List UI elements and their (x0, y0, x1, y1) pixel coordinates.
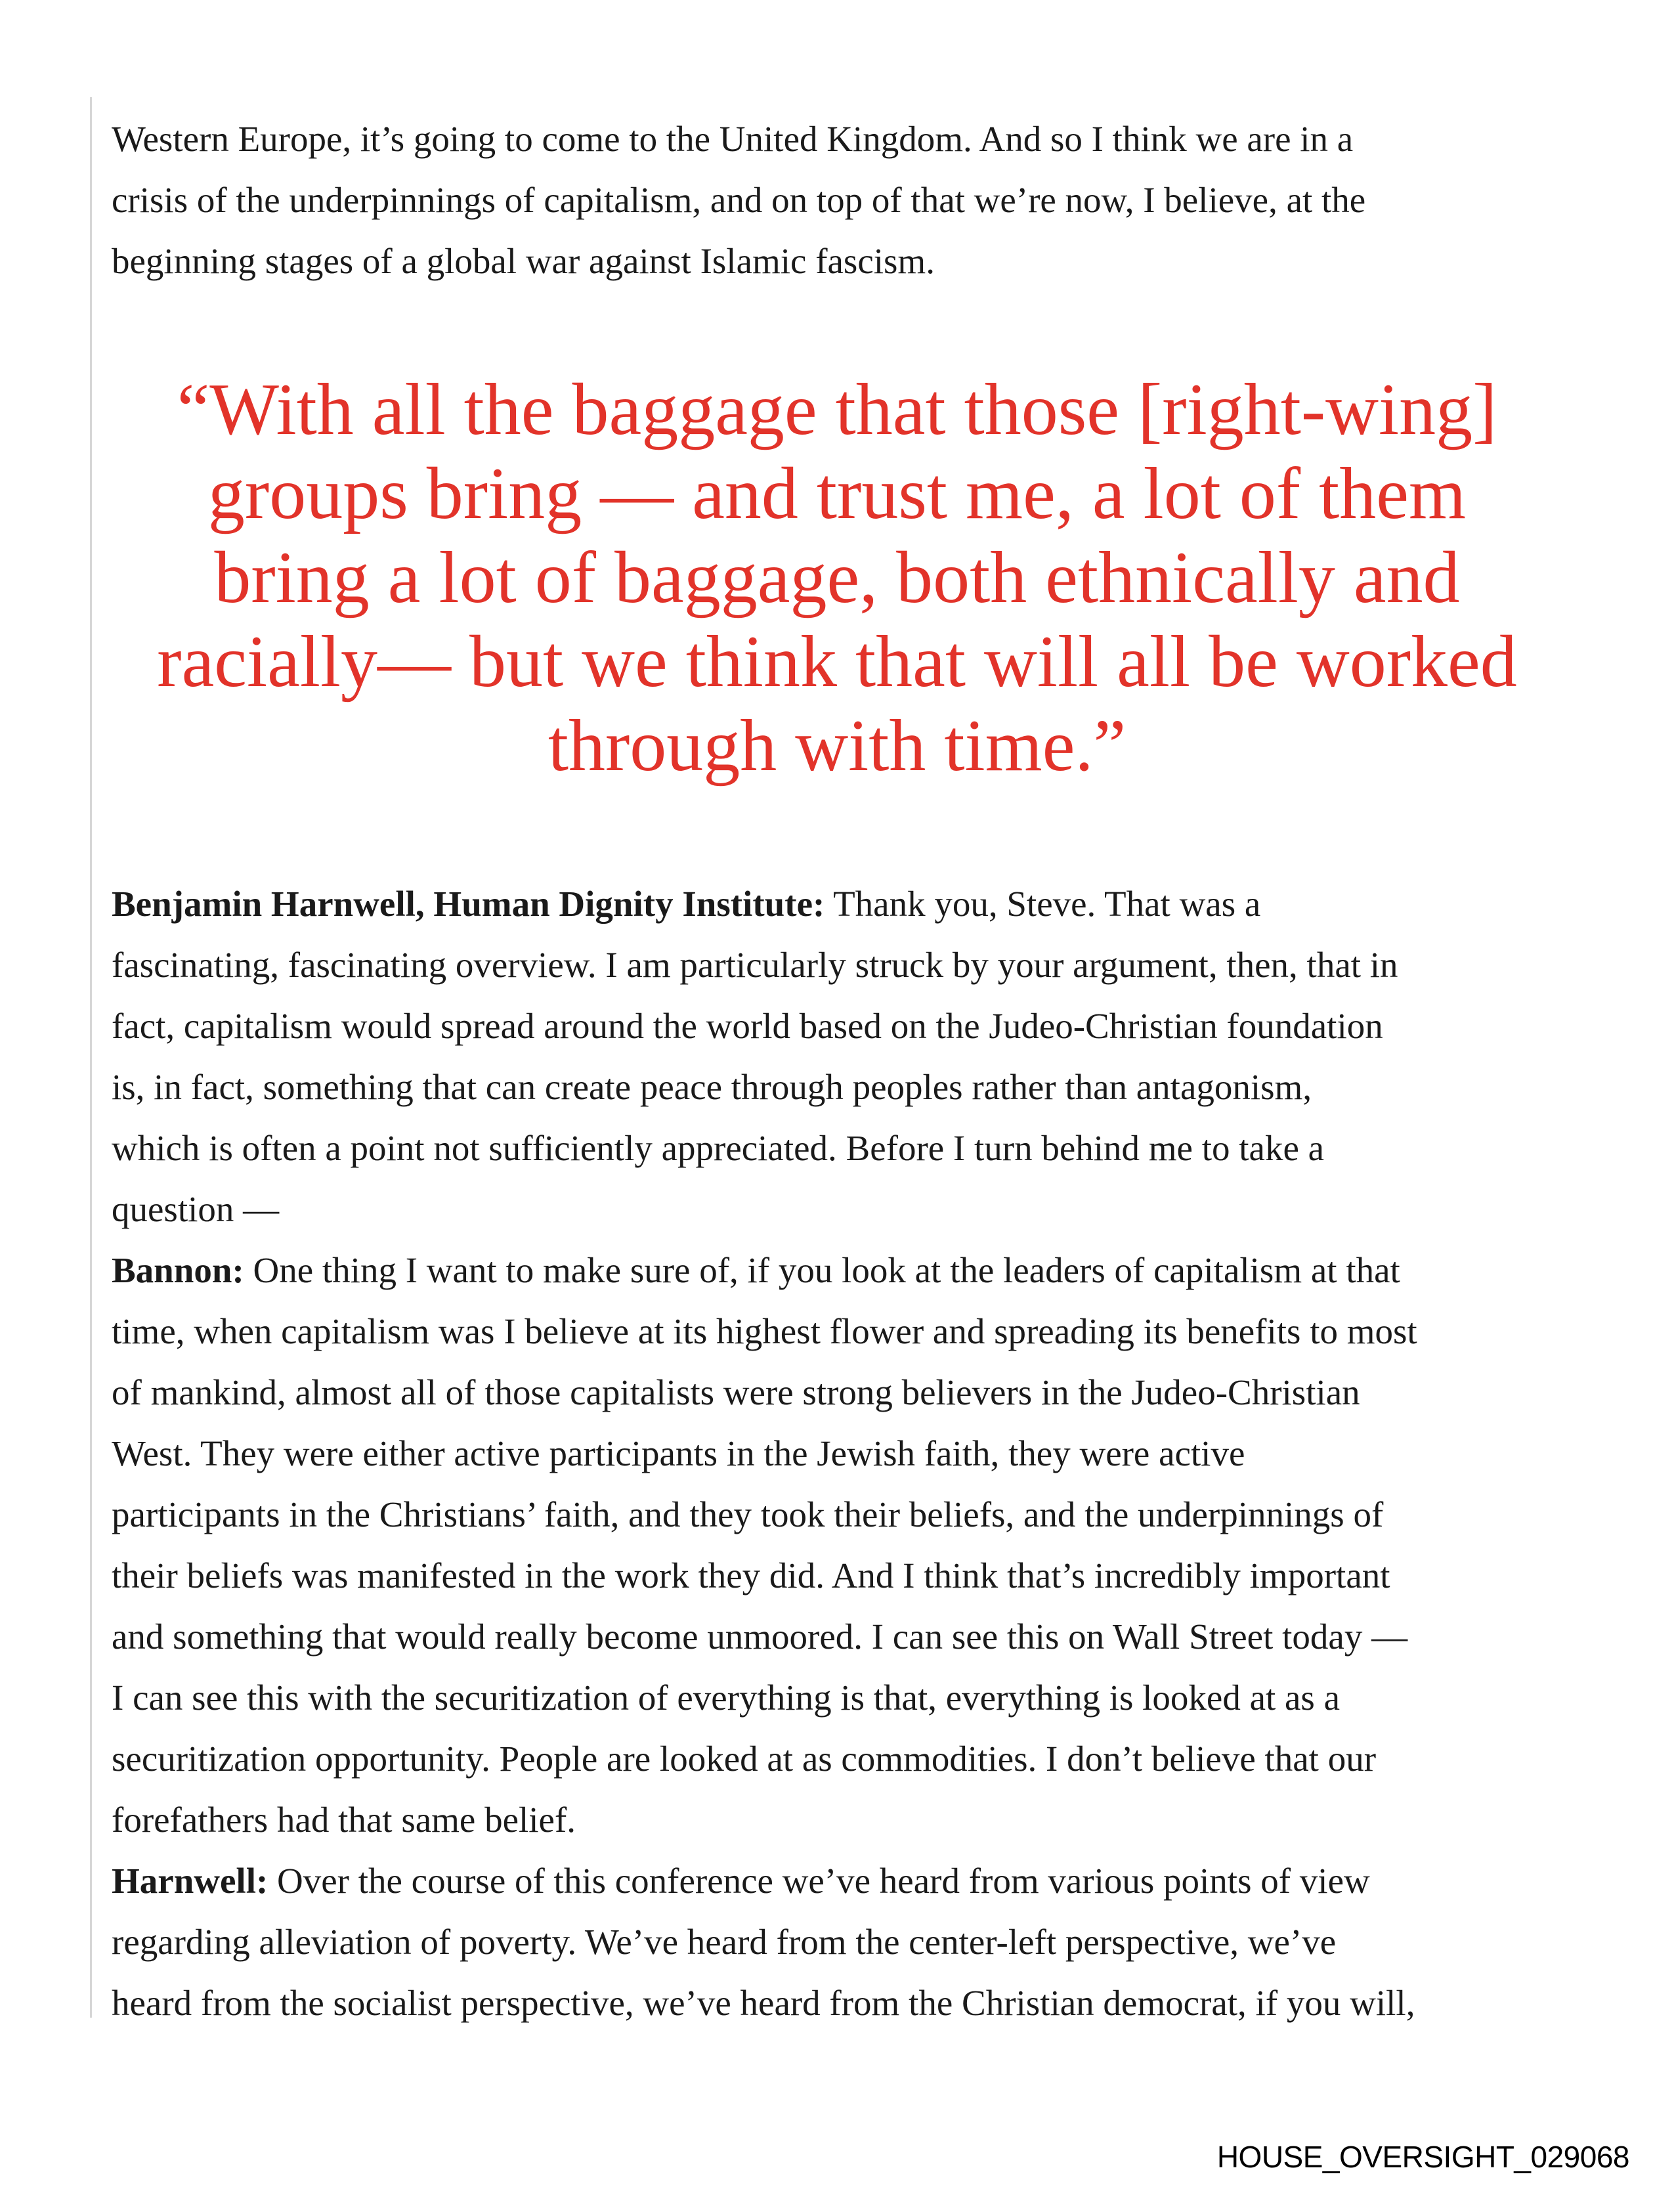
transcript-turn-harnwell (112, 873, 1621, 1240)
text-line (112, 1850, 1621, 1911)
speaker-name: Harnwell: (112, 1861, 268, 1901)
text-line: securitization opportunity. People are looked at as commodities. I don’t believe that our (112, 1739, 1377, 1779)
pull-quote (112, 368, 1562, 788)
text-line: of mankind, almost all of those capitalists were strong believers in the Judeo-Christian (112, 1372, 1360, 1412)
turn-text: One thing I want to make sure of, if you look at the leaders of capitalism at that (244, 1250, 1400, 1290)
text-line: time, when capitalism was I believe at its highest flower and spreading its benefits to most (112, 1311, 1417, 1351)
text-line: beginning stages of a global war against Islamic fascism. (112, 241, 935, 281)
pull-quote-line: through with time.” (547, 705, 1127, 787)
text-line: heard from the socialist perspective, we’ve heard from the Christian democrat, if you will, (112, 1983, 1415, 2023)
pull-quote-line: racially— but we think that will all be worked (157, 621, 1517, 703)
text-line: regarding alleviation of poverty. We’ve heard from the center-left perspective, we’ve (112, 1922, 1337, 1962)
transcript (112, 873, 1621, 2033)
text-line: is, in fact, something that can create peace through peoples rather than antagonism, (112, 1067, 1312, 1107)
text-line: I can see this with the securitization of everything is that, everything is looked at as a (112, 1678, 1340, 1718)
turn-text: Over the course of this conference we’ve heard from various points of view (268, 1861, 1370, 1901)
left-margin-rule (90, 97, 92, 2018)
text-line: fascinating, fascinating overview. I am particularly struck by your argument, then, that in (112, 945, 1398, 985)
transcript-turn-bannon (112, 1240, 1621, 1850)
turn-text: Thank you, Steve. That was a (825, 884, 1261, 924)
text-line: question — (112, 1189, 280, 1229)
text-line: participants in the Christians’ faith, and they took their beliefs, and the underpinnings of (112, 1494, 1384, 1534)
document-id-footer: HOUSE_OVERSIGHT_029068 (1216, 2140, 1629, 2174)
text-line: West. They were either active participants in the Jewish faith, they were active (112, 1433, 1245, 1473)
pull-quote-line: bring a lot of baggage, both ethnically and (214, 537, 1460, 618)
text-line: fact, capitalism would spread around the world based on the Judeo-Christian foundation (112, 1006, 1383, 1046)
text-line: their beliefs was manifested in the work they did. And I think that’s incredibly important (112, 1555, 1390, 1595)
text-line: crisis of the underpinnings of capitalism, and on top of that we’re now, I believe, at the (112, 180, 1366, 220)
text-line (112, 873, 1621, 934)
speaker-name: Bannon: (112, 1250, 244, 1290)
pull-quote-line: “With all the baggage that those [right-wing] (177, 369, 1497, 450)
intro-paragraph (112, 108, 1621, 292)
speaker-name: Benjamin Harnwell, Human Dignity Institute: (112, 884, 825, 924)
text-line (112, 1240, 1621, 1301)
pull-quote-line: groups bring — and trust me, a lot of them (207, 453, 1467, 534)
text-line: and something that would really become unmoored. I can see this on Wall Street today — (112, 1616, 1408, 1657)
text-line: forefathers had that same belief. (112, 1800, 576, 1840)
text-line: Western Europe, it’s going to come to the United Kingdom. And so I think we are in a (112, 119, 1354, 159)
text-line: which is often a point not sufficiently appreciated. Before I turn behind me to take a (112, 1128, 1325, 1168)
transcript-turn-harnwell-2 (112, 1850, 1621, 2033)
